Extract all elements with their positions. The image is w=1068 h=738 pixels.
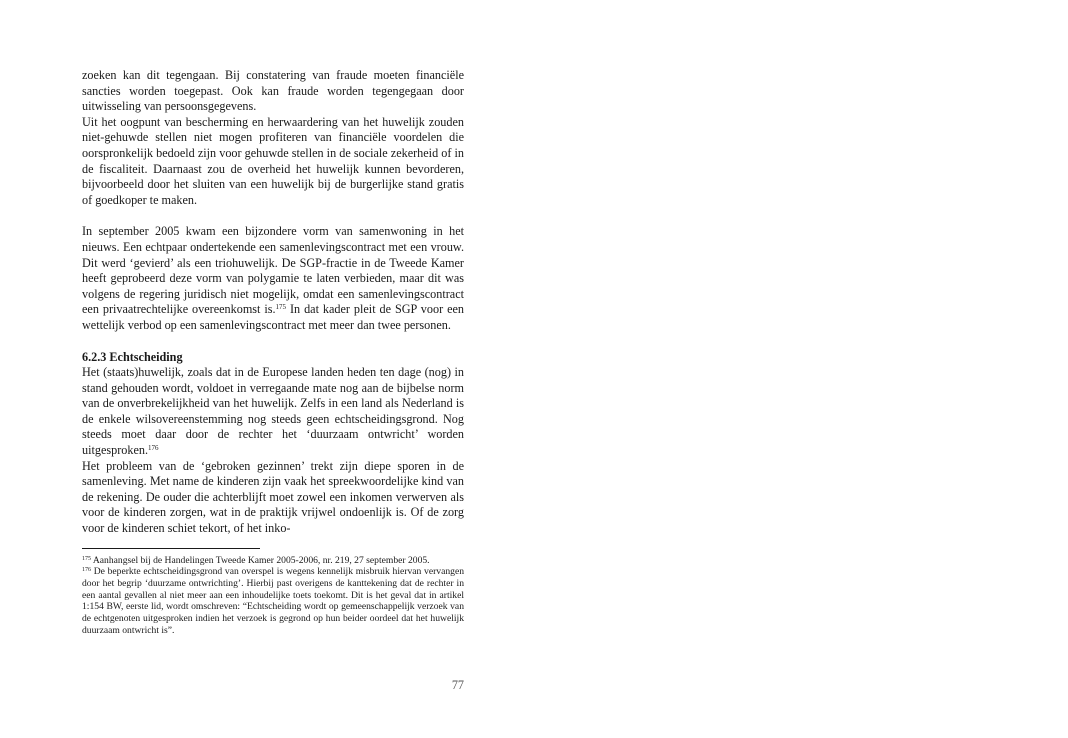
footnote-176 — [82, 566, 464, 636]
section-heading: 6.2.3 Echtscheiding — [82, 349, 183, 364]
paragraph-staatshuwelijk — [82, 365, 464, 459]
text-column — [82, 68, 464, 637]
paragraph-staatshuwelijk-text: Het (staats)huwelijk, zoals dat in de Europese landen heden ten dage (nog) in stand gehouden wordt, voldoet in verregaande mate nog aan de bijbelse norm van de onverbrekelijkheid van het huwelijk. Zelfs in een land als Nederland is de enkele wilsovereenstemming nog steeds geen echtscheidingsgrond. Nog steeds moet daar door de rechter het ‘duurzaam ontwricht’ worden uitgesproken. — [82, 365, 464, 458]
footnote-175-number: 175 — [82, 555, 91, 562]
footnote-separator — [82, 548, 260, 549]
paragraph-gap — [82, 208, 464, 224]
paragraph-triohuwelijk-part1: In september 2005 kwam een bijzondere vorm van samenwoning in het nieuws. Een echtpaar ondertekende een samenlevingscontract met een vrouw. Dit werd ‘gevierd’ als een triohuwelijk. De SGP-fractie in de Tweede Kamer heeft geprobeerd deze vorm van polygamie te laten verbieden, maar dit was volgens de regering juridisch niet mogelijk, omdat een samenlevingscontract een privaatrechtelijke overeenkomst is. — [82, 224, 464, 317]
footnote-176-text: De beperkte echtscheidingsgrond van overspel is wegens kennelijk misbruik hiervan vervangen door het begrip ‘duurzame ontwrichting’. Hierbij past overigens de kanttekening dat de rechter in een aantal gevallen al niet meer aan een inhoudelijke toets toekomt. Dit is het geval dat in artikel 1:154 BW, eerste lid, wordt omschreven: “Echtscheiding wordt op gemeenschappelijk verzoek van de echtgenoten uitgesproken indien het verzoek is gegrond op hun beider oordeel dat het huwelijk duurzaam ontwricht is”. — [82, 566, 464, 636]
paragraph-triohuwelijk — [82, 224, 464, 333]
paragraph-gap — [82, 334, 464, 350]
paragraph-bescherming-huwelijk: Uit het oogpunt van bescherming en herwaardering van het huwelijk zouden niet-gehuwde stellen niet mogen profiteren van financiële voordelen die oorspronkelijk bedoeld zijn voor gehuwde stellen in de sociale zekerheid of in de fiscaliteit. Daarnaast zou de overheid het huwelijk kunnen bevorderen, bijvoorbeeld door het sluiten van een huwelijk bij de burgerlijke stand gratis of goedkoper te maken. — [82, 114, 464, 207]
footnote-ref-176[interactable]: 176 — [148, 444, 159, 453]
footnote-ref-175[interactable]: 175 — [275, 303, 287, 312]
paragraph-gebroken-gezinnen: Het probleem van de ‘gebroken gezinnen’ trekt zijn diepe sporen in de samenleving. Met name de kinderen zijn vaak het spreekwoordelijke kind van de rekening. De ouder die achterblijft moet zowel een inkomen verwerven als voor de kinderen zorgen, wat in de praktijk vrijwel ondoenlijk is. Of de zorg voor de kinderen schiet tekort, of het inko- — [82, 458, 464, 536]
footnote-176-number: 176 — [82, 567, 91, 574]
footnote-175-text: Aanhangsel bij de Handelingen Tweede Kamer 2005-2006, nr. 219, 27 september 2005. — [91, 554, 430, 566]
paragraph-triohuwelijk-part2: In dat kader pleit de SGP voor een wettelijk verbod op een samenlevingscontract met meer dan twee personen. — [82, 302, 464, 332]
paragraph-fraude: zoeken kan dit tegengaan. Bij constatering van fraude moeten financiële sancties worden toegepast. Ook kan fraude worden tegengegaan door uitwisseling van persoonsgegevens. — [82, 68, 464, 114]
footnote-175 — [82, 555, 464, 567]
page-number: 77 — [451, 678, 464, 692]
